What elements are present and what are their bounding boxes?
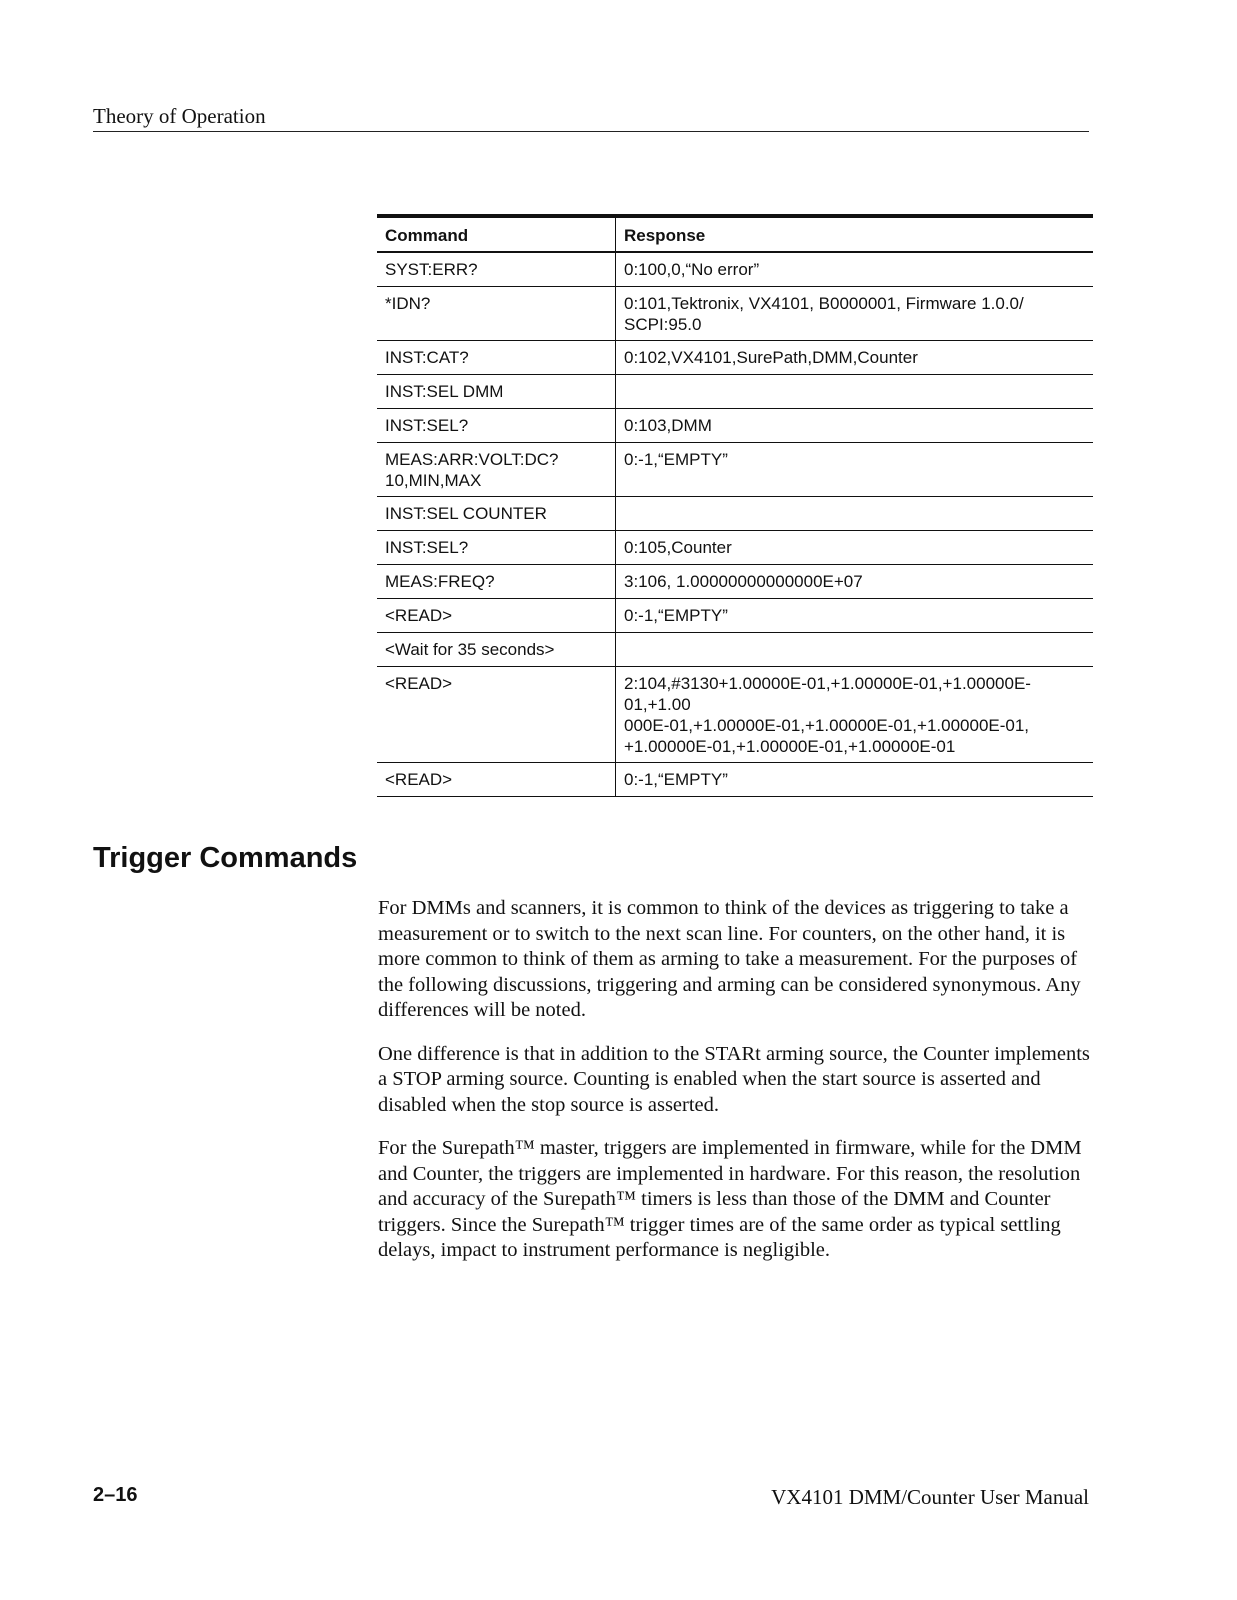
column-header-command: Command [377,216,616,252]
table-row [377,633,1093,667]
command-response-table [377,214,1093,797]
command-cell: INST:SEL? [377,409,616,443]
command-cell: MEAS:ARR:VOLT:DC? 10,MIN,MAX [377,443,616,497]
response-cell: 0:105,Counter [616,531,1094,565]
response-cell: 0:100,0,“No error” [616,252,1094,287]
command-cell: *IDN? [377,287,616,341]
section-body [378,896,1090,1282]
table-row [377,497,1093,531]
section-heading: Trigger Commands [93,842,358,874]
response-cell: 0:102,VX4101,SurePath,DMM,Counter [616,341,1094,375]
response-cell [616,497,1094,531]
response-cell: 3:106, 1.00000000000000E+07 [616,565,1094,599]
command-cell: <READ> [377,763,616,797]
paragraph: For DMMs and scanners, it is common to think of the devices as triggering to take a measurement or to switch to the next scan line. For counters, on the other hand, it is more common to think of them as arming to take a measurement. For the purposes of the following discussions, triggering and arming can be considered synonymous. Any differences will be noted. [378,897,1081,1021]
table-row [377,531,1093,565]
manual-title: VX4101 DMM/Counter User Manual [771,1485,1089,1509]
command-cell: SYST:ERR? [377,252,616,287]
table-row [377,409,1093,443]
table-row [377,341,1093,375]
table-row [377,252,1093,287]
response-cell: 0:-1,“EMPTY” [616,763,1094,797]
response-cell: 0:101,Tektronix, VX4101, B0000001, Firmware 1.0.0/ SCPI:95.0 [616,287,1094,341]
table-row [377,667,1093,763]
paragraph: One difference is that in addition to the STARt arming source, the Counter implements a STOP arming source. Counting is enabled when the start source is asserted and disabled when the stop source is asserted. [378,1042,1090,1116]
table-header-row [377,216,1093,252]
paragraph: For the Surepath™ master, triggers are implemented in firmware, while for the DMM and Counter, the triggers are implemented in hardware. For this reason, the resolution and accuracy of the Surepath™ timers is less than those of the DMM and Counter triggers. Since the Surepath™ trigger times are of the same order as typical settling delays, impact to instrument performance is negligible. [378,1137,1082,1261]
table-row [377,375,1093,409]
response-cell: 0:-1,“EMPTY” [616,443,1094,497]
response-cell: 2:104,#3130+1.00000E-01,+1.00000E-01,+1.00000E-01,+1.00 000E-01,+1.00000E-01,+1.00000E-01,+1.00000E-01, +1.00000E-01,+1.00000E-01,+1.00000E-01 [616,667,1094,763]
command-cell: INST:SEL DMM [377,375,616,409]
running-head: Theory of Operation [93,104,1089,132]
column-header-response: Response [616,216,1094,252]
command-cell: MEAS:FREQ? [377,565,616,599]
command-cell: <READ> [377,599,616,633]
response-cell [616,633,1094,667]
table-row [377,287,1093,341]
table-row [377,565,1093,599]
table-body [377,252,1093,797]
command-cell: <Wait for 35 seconds> [377,633,616,667]
table-row [377,599,1093,633]
command-cell: INST:CAT? [377,341,616,375]
command-cell: INST:SEL? [377,531,616,565]
response-cell: 0:103,DMM [616,409,1094,443]
command-cell: <READ> [377,667,616,763]
page-number: 2–16 [93,1484,138,1506]
response-cell: 0:-1,“EMPTY” [616,599,1094,633]
command-cell: INST:SEL COUNTER [377,497,616,531]
response-cell [616,375,1094,409]
table-row [377,443,1093,497]
table-row [377,763,1093,797]
